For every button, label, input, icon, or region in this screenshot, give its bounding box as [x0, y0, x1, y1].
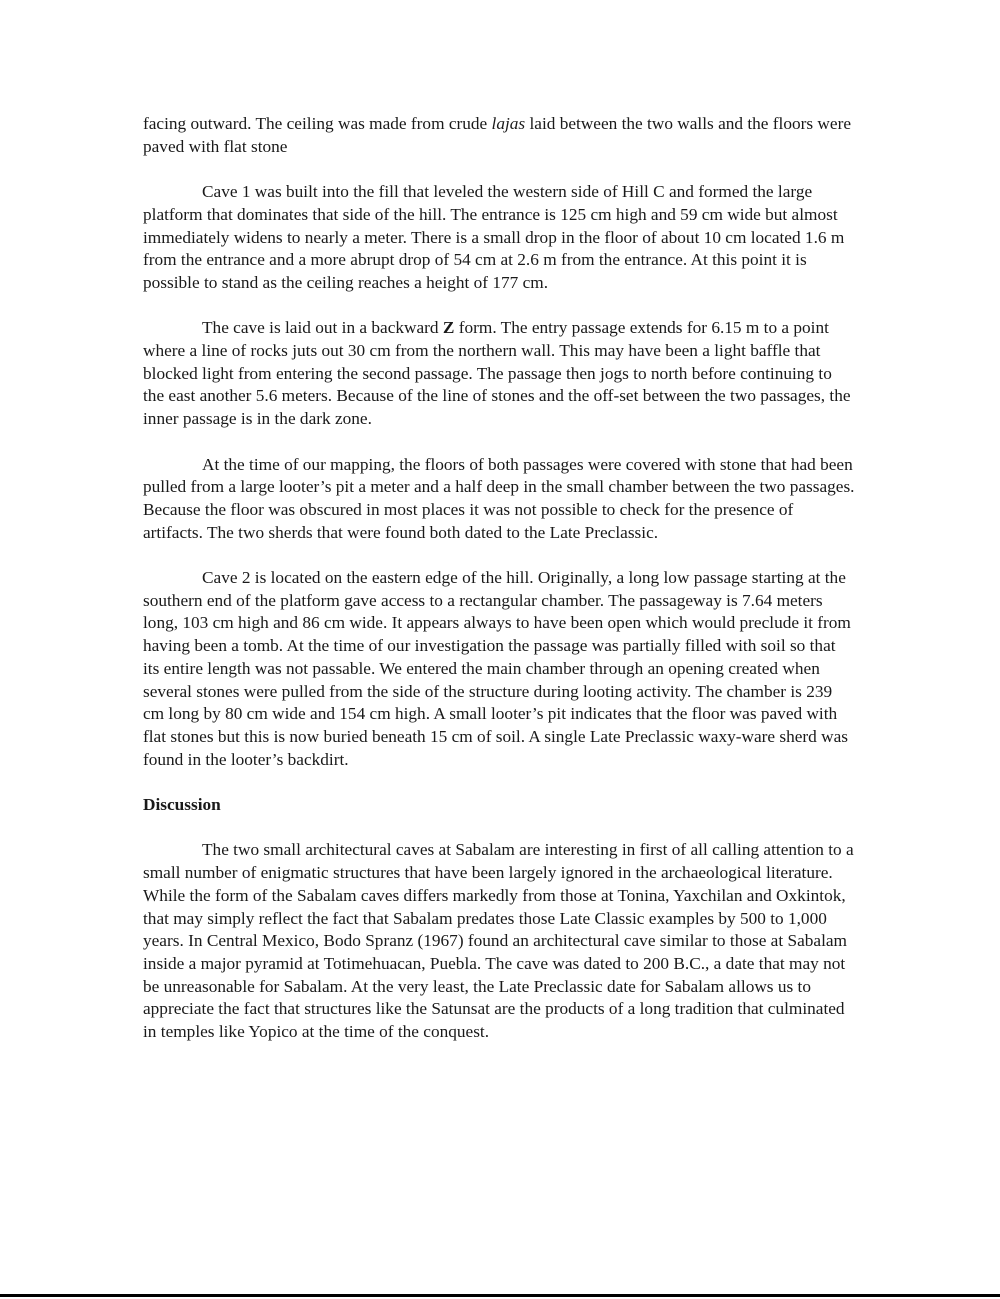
paragraph-1-text-c: laid between the two walls and the floors were paved with flat stone [143, 114, 851, 156]
body-text [143, 113, 855, 1066]
page-bottom-rule [0, 1294, 1000, 1297]
paragraph-5: Cave 2 is located on the eastern edge of the hill. Originally, a long low passage starting at the southern end of the platform gave access to a rectangular chamber. The passageway is 7.64 meters long, 103 cm high and 86 cm wide. It appears always to have been open which would preclude it from having been a tomb. At the time of our investigation the passage was partially filled with soil so that its entire length was not passable. We entered the main chamber through an opening created when several stones were pulled from the side of the structure during looting activity. The chamber is 239 cm long by 80 cm wide and 154 cm high. A small looter’s pit indicates that the floor was paved with flat stones but this is now buried beneath 15 cm of soil. A single Late Preclassic waxy-ware sherd was found in the looter’s backdirt. [143, 568, 851, 769]
section-heading-discussion: Discussion [143, 795, 221, 815]
paragraph-4: At the time of our mapping, the floors of both passages were covered with stone that had been pulled from a large looter’s pit a meter and a half deep in the small chamber between the two passages. Because the floor was obscured in most places it was not possible to check for the presence of artifacts. The two sherds that were found both dated to the Late Preclassic. [143, 454, 855, 542]
paragraph-3-bold-letter: Z [442, 318, 455, 338]
paragraph-1 [143, 113, 855, 158]
paragraph-6: The two small architectural caves at Sabalam are interesting in first of all calling attention to a small number of enigmatic structures that have been largely ignored in the archaeological literature. While the form of the Sabalam caves differs markedly from those at Tonina, Yaxchilan and Oxkintok, that may simply reflect the fact that Sabalam predates those Late Classic examples by 500 to 1,000 years. In Central Mexico, Bodo Spranz (1967) found an architectural cave similar to those at Sabalam inside a major pyramid at Totimehuacan, Puebla. The cave was dated to 200 B.C., a date that may not be unreasonable for Sabalam. At the very least, the Late Preclassic date for Sabalam allows us to appreciate the fact that structures like the Satunsat are the products of a long tradition that culminated in temples like Yopico at the time of the conquest. [143, 840, 854, 1042]
paragraph-2: Cave 1 was built into the fill that leveled the western side of Hill C and formed the large platform that dominates that side of the hill. The entrance is 125 cm high and 59 cm wide but almost immediately widens to nearly a meter. There is a small drop in the floor of about 10 cm located 1.6 m from the entrance and a more abrupt drop of 54 cm at 2.6 m from the entrance. At this point it is possible to stand as the ceiling reaches a height of 177 cm. [143, 182, 845, 292]
paragraph-3 [143, 317, 855, 431]
paragraph-1-text-a: facing outward. The ceiling was made from crude [143, 114, 492, 133]
paragraph-1-italic-term: lajas [491, 114, 526, 133]
paragraph-3-text-c: form. The entry passage extends for 6.15 m to a point where a line of rocks juts out 30 cm from the northern wall. This may have been a light baffle that blocked light from entering the second passage. The passage then jogs to north before continuing to the east another 5.6 meters. Because of the line of stones and the off-set between the two passages, the inner passage is in the dark zone. [143, 318, 851, 429]
paragraph-3-text-a: The cave is laid out in a backward [202, 318, 443, 338]
